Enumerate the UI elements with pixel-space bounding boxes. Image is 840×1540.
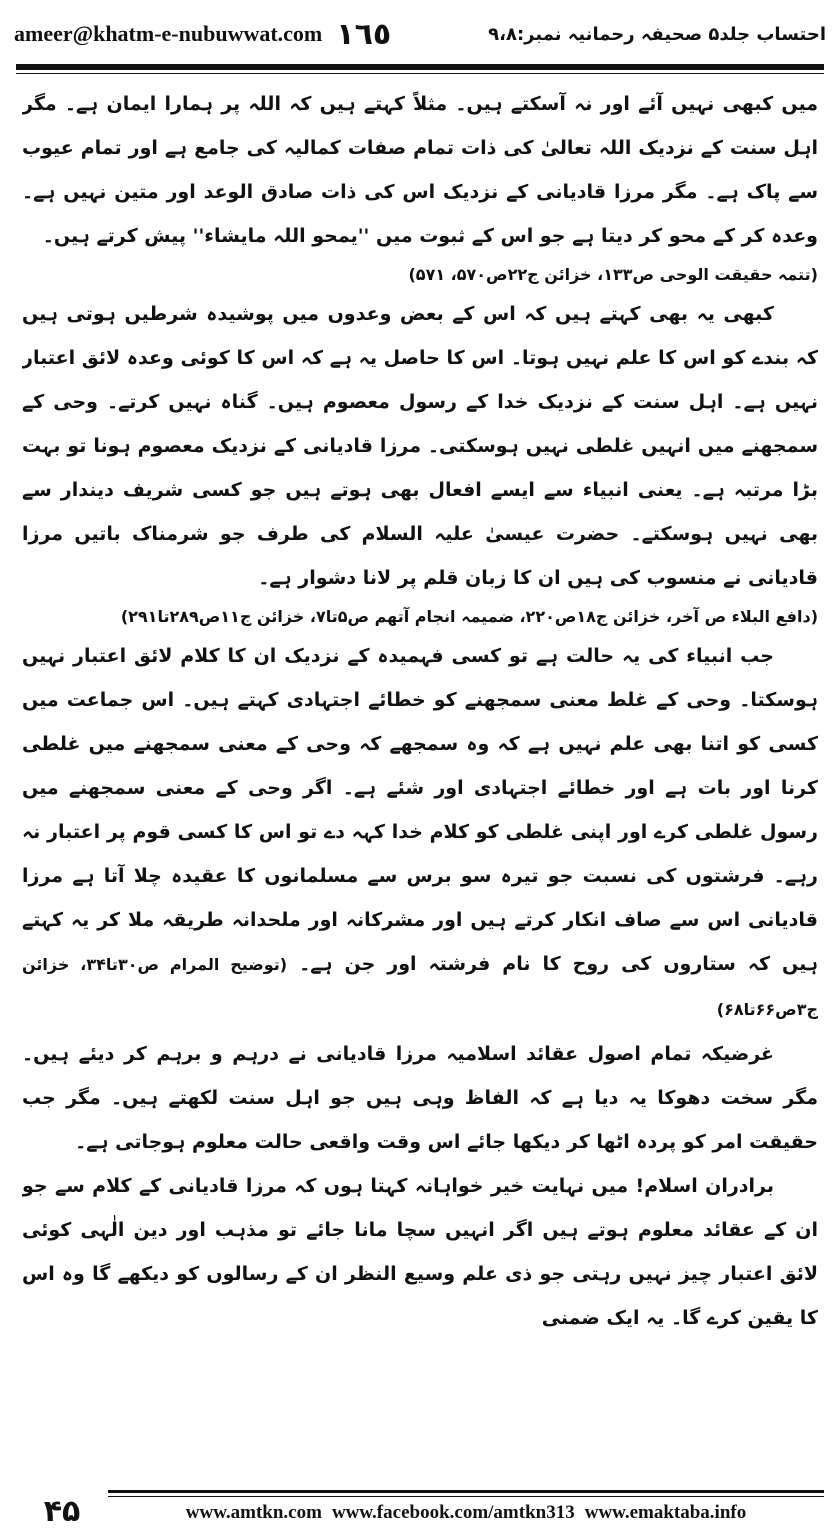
header-rule-thick	[16, 64, 824, 70]
footer-rule-thick	[108, 1490, 824, 1493]
header-page-number: ١٦٥	[336, 16, 392, 52]
footer-link-emaktaba[interactable]: www.emaktaba.info	[584, 1502, 747, 1523]
footer-link-facebook[interactable]: www.facebook.com/amtkn313	[331, 1502, 575, 1523]
body-paragraph: میں کبھی نہیں آئے اور نہ آسکتے ہیں۔ مثلاً کہتے ہیں کہ اللہ پر ہمارا ایمان ہے۔ مگر اہل سنت کے نزدیک اللہ تعالیٰ کی ذات تمام صفات کمالیہ کی جامع ہے اور تمام عیوب سے پاک ہے۔ مگر مرزا قادیانی کے نزدیک اس کی ذات صادق الوعد اور متین نہیں ہے۔ وعدہ کر کے محو کر دیتا ہے جو اس کے ثبوت میں ''یمحو اللہ مایشاء'' پیش کرتے ہیں۔	[22, 93, 818, 247]
header-rule-thin	[16, 73, 824, 74]
body-paragraph: برادران اسلام! میں نہایت خیر خواہانہ کہتا ہوں کہ مرزا قادیانی کے کلام سے جو ان کے عقائد معلوم ہوتے ہیں اگر انہیں سچا مانا جائے تو مذہب اور دین الٰہی کوئی لائق اعتبار چیز نہیں رہتی جو ذی علم وسیع النظر ان کے رسالوں کو دیکھے گا وہ اس کا یقین کرے گا۔ یہ ایک ضمنی	[22, 1175, 818, 1329]
header-left	[14, 17, 391, 52]
body-paragraph: کبھی یہ بھی کہتے ہیں کہ اس کے بعض وعدوں میں پوشیدہ شرطیں ہوتی ہیں کہ بندے کو اس کا علم نہیں ہوتا۔ اس کا حاصل یہ ہے کہ اس کا کوئی وعدہ لائق اعتبار نہیں ہے۔ اہل سنت کے نزدیک خدا کے رسول معصوم ہیں۔ گناہ نہیں کرتے۔ وحی کے سمجھنے میں انہیں غلطی نہیں ہوسکتی۔ مرزا قادیانی کے نزدیک معصوم ہونا تو بہت بڑا مرتبہ ہے۔ یعنی انبیاء سے ایسے افعال بھی ہوتے ہیں جو کسی شریف دیندار سے بھی نہیں ہوسکتے۔ حضرت عیسیٰ علیہ السلام کی طرف جو شرمناک باتیں مرزا قادیانی نے منسوب کی ہیں ان کا زبان قلم پر لانا دشوار ہے۔	[22, 303, 818, 589]
body-paragraph	[22, 634, 818, 1032]
footer-rule-thin	[108, 1496, 824, 1497]
footer-links	[108, 1502, 824, 1524]
header-book-title: احتساب جلد۵ صحیفہ رحمانیہ نمبر:۹،۸	[488, 23, 826, 45]
page-header	[14, 6, 826, 62]
body-paragraph: غرضیکہ تمام اصول عقائد اسلامیہ مرزا قادیانی نے درہم و برہم کر دیئے ہیں۔ مگر سخت دھوکا یہ دیا ہے کہ الفاظ وہی ہیں جو اہل سنت لکھتے ہیں۔ مگر جب حقیقت امر کو پردہ اٹھا کر دیکھا جائے اس وقت واقعی حالت معلوم ہوجاتی ہے۔	[22, 1043, 818, 1153]
page-footer	[16, 1486, 824, 1536]
reference-citation: (دافع البلاء ص آخر، خزائن ج۱۸ص۲۲۰، ضمیمہ انجام آتھم ص۵تا۷، خزائن ج۱۱ص۲۸۹تا۲۹۱)	[120, 607, 818, 626]
footer-link-amtkn[interactable]: www.amtkn.com	[185, 1502, 322, 1523]
page-body	[22, 82, 818, 1467]
footer-page-number: ۴۵	[43, 1493, 81, 1529]
reference-citation: (تتمہ حقیقت الوحی ص۱۳۳، خزائن ج۲۲ص۵۷۰، ۵۷۱)	[408, 265, 818, 284]
body-paragraph-text: جب انبیاء کی یہ حالت ہے تو کسی فہمیدہ کے نزدیک ان کا کلام لائق اعتبار نہیں ہوسکتا۔ وحی کے غلط معنی سمجھنے کو خطائے اجتہادی کہتے ہیں۔ اس جماعت میں کسی کو اتنا بھی علم نہیں ہے کہ وہ سمجھے کہ وحی کے معنی سمجھنے میں غلطی کرنا اور بات ہے اور خطائے اجتہادی اور شئے ہے۔ اگر وحی کے معنی سمجھنے میں رسول غلطی کرے اور اپنی غلطی کو کلام خدا کہہ دے تو اس کا کسی قوم پر اعتبار نہ رہے۔ فرشتوں کی نسبت جو تیرہ سو برس سے مسلمانوں کا عقیدہ چلا آتا ہے مرزا قادیانی اس سے صاف انکار کرتے ہیں اور مشرکانہ اور ملحدانہ طریقہ ملا کر یہ کہتے ہیں کہ ستاروں کی روح کا نام فرشتہ اور جن ہے۔	[22, 645, 818, 975]
inline-reference-citation: (توضیح المرام ص۳۰تا۳۴، خزائن ج۳ص۶۶تا۶۸)	[22, 955, 818, 1019]
header-email[interactable]: ameer@khatm-e-nubuwwat.com	[14, 21, 323, 46]
